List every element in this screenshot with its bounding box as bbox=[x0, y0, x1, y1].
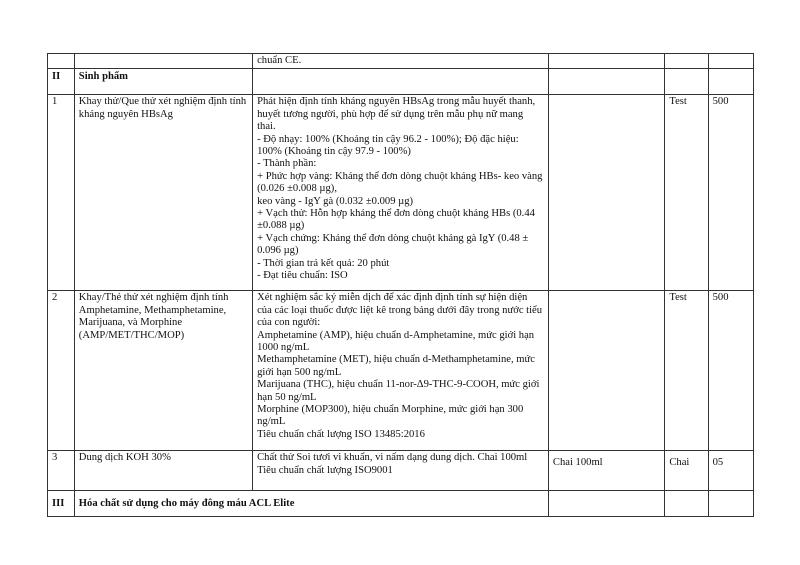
desc-line: + Vạch chứng: Kháng thể đơn dòng chuột kháng gà IgY (0.48 ± 0.096 µg) bbox=[257, 232, 529, 257]
desc-line: Amphetamine (AMP), hiệu chuẩn d-Amphetamine, mức giới hạn 1000 ng/mL bbox=[257, 329, 535, 354]
desc-line: + Phức hợp vàng: Kháng thể đơn dòng chuột kháng HBs- keo vàng (0.026 ±0.008 µg), bbox=[257, 170, 543, 195]
desc-line: keo vàng - IgY gà (0.032 ±0.009 µg) bbox=[257, 195, 414, 207]
item-unit: Test bbox=[665, 95, 708, 291]
cell-name bbox=[74, 54, 252, 69]
table-row-item-1 bbox=[48, 95, 754, 291]
desc-line: Methamphetamine (MET), hiệu chuẩn d-Methamphetamine, mức giới hạn 500 ng/mL bbox=[257, 354, 535, 378]
desc-line: Phát hiện định tính kháng nguyên HBsAg trong mẫu huyết thanh, huyết tương người, phù hợp để sử dụng trên mẫu phụ nữ mang thai. bbox=[257, 96, 536, 133]
desc-line: Chất thử Soi tươi vi khuẩn, vi nấm dạng dung dịch. Chai 100ml bbox=[257, 452, 528, 464]
cell-unit bbox=[665, 69, 708, 95]
item-number: 2 bbox=[48, 291, 75, 451]
cell-num bbox=[48, 54, 75, 69]
item-number: 1 bbox=[48, 95, 75, 291]
cell-spec bbox=[548, 54, 664, 69]
desc-line: Tiêu chuẩn chất lượng ISO9001 bbox=[257, 464, 393, 476]
item-name: Khay/Thẻ thử xét nghiệm định tính Amphetamine, Methamphetamine, Marijuana, và Morphine (AMP/MET/THC/MOP) bbox=[74, 291, 252, 451]
desc-line: Xét nghiệm sắc ký miễn dịch để xác định định tính sự hiện diện của các loại thuốc được liệt kê trong bảng dưới đây trong nước tiểu của con người: bbox=[257, 292, 543, 329]
table-row-continuation bbox=[48, 54, 754, 69]
product-table bbox=[47, 53, 754, 517]
item-name: Dung dịch KOH 30% bbox=[74, 451, 252, 491]
cell-qty bbox=[708, 491, 753, 517]
cell-spec bbox=[548, 491, 664, 517]
desc-line: - Đạt tiêu chuẩn: ISO bbox=[257, 270, 348, 282]
item-description bbox=[253, 451, 549, 491]
desc-line: - Thời gian trả kết quả: 20 phút bbox=[257, 257, 390, 269]
section-title: Sinh phẩm bbox=[74, 69, 252, 95]
cell-unit bbox=[665, 491, 708, 517]
item-unit: Test bbox=[665, 291, 708, 451]
desc-line: Marijuana (THC), hiệu chuẩn 11-nor-Δ9-THC-9-COOH, mức giới hạn 50 ng/mL bbox=[257, 379, 540, 403]
item-description bbox=[253, 95, 549, 291]
desc-line: + Vạch thử: Hỗn hợp kháng thể đơn dòng chuột kháng HBs (0.44 ±0.088 µg) bbox=[257, 208, 535, 232]
section-number: II bbox=[48, 69, 75, 95]
item-unit: Chai bbox=[665, 451, 708, 491]
item-quantity: 05 bbox=[708, 451, 753, 491]
item-quantity: 500 bbox=[708, 291, 753, 451]
desc-line: Tiêu chuẩn chất lượng ISO 13485:2016 bbox=[257, 428, 425, 440]
cell-spec bbox=[548, 69, 664, 95]
cell-desc: chuẩn CE. bbox=[253, 54, 549, 69]
item-spec: Chai 100ml bbox=[548, 451, 664, 491]
cell-desc bbox=[253, 69, 549, 95]
table-row-item-2 bbox=[48, 291, 754, 451]
cell-qty bbox=[708, 69, 753, 95]
desc-line: - Độ nhạy: 100% (Khoảng tin cậy 96.2 - 100%); Độ đặc hiệu: 100% (Khoảng tin cậy 97.9 - 100%) bbox=[257, 133, 519, 158]
item-quantity: 500 bbox=[708, 95, 753, 291]
cell-qty bbox=[708, 54, 753, 69]
section-number: III bbox=[48, 491, 75, 517]
item-spec bbox=[548, 95, 664, 291]
section-row-II bbox=[48, 69, 754, 95]
section-row-III bbox=[48, 491, 754, 517]
item-name: Khay thử/Que thử xét nghiệm định tính kháng nguyên HBsAg bbox=[74, 95, 252, 291]
item-number: 3 bbox=[48, 451, 75, 491]
item-spec bbox=[548, 291, 664, 451]
desc-line: Morphine (MOP300), hiệu chuẩn Morphine, mức giới hạn 300 ng/mL bbox=[257, 404, 524, 428]
item-description bbox=[253, 291, 549, 451]
desc-line: - Thành phần: bbox=[257, 158, 317, 170]
cell-unit bbox=[665, 54, 708, 69]
section-title: Hóa chất sử dụng cho máy đông máu ACL Elite bbox=[74, 491, 548, 517]
table-row-item-3 bbox=[48, 451, 754, 491]
